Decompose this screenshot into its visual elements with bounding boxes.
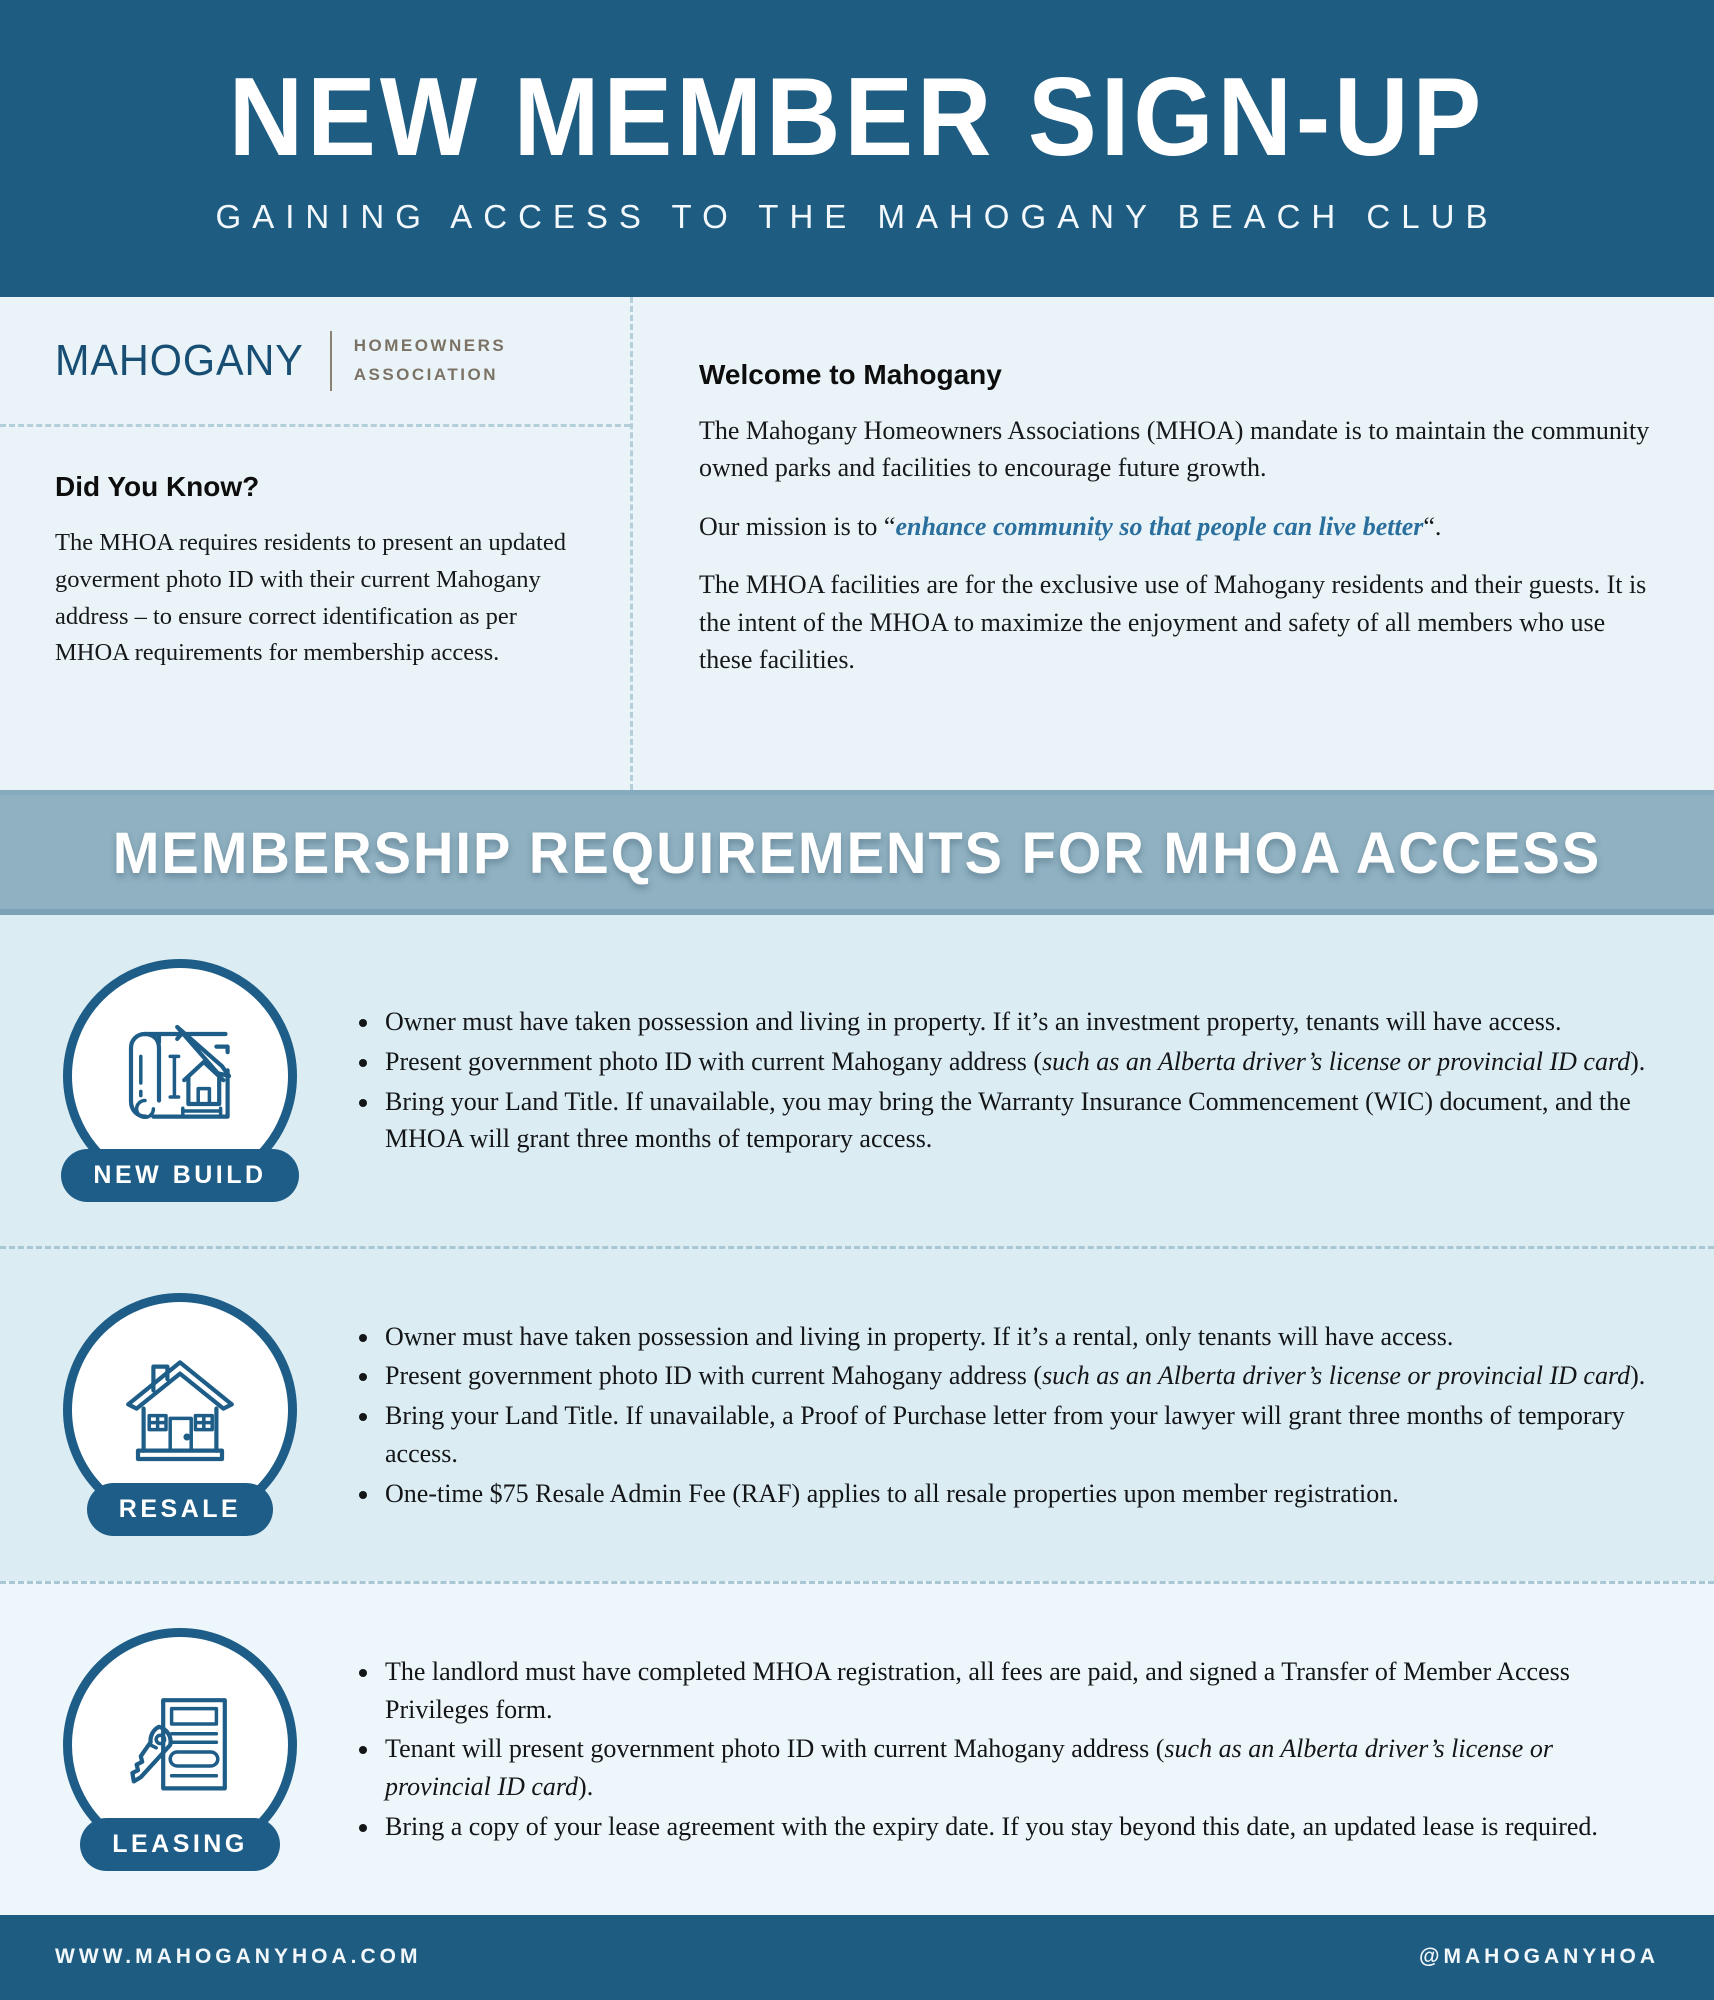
mission-statement: Our mission is to “enhance community so that people can live better“. xyxy=(699,511,1442,541)
header-banner xyxy=(0,0,1714,297)
leasing-badge: LEASING xyxy=(80,1818,280,1871)
bullet-item: • The landlord must have completed MHOA registration, all fees are paid, and signed a Transfer of Member Access Privileges form. xyxy=(381,1653,1651,1728)
new-build-bullets xyxy=(343,1001,1659,1160)
intro-section xyxy=(0,297,1714,790)
welcome-para-1: The Mahogany Homeowners Associations (MHOA) mandate is to maintain the community owned parks and facilities to encourage future growth. xyxy=(699,416,1650,483)
welcome-column xyxy=(633,297,1714,790)
footer-website: WWW.MAHOGANYHOA.COM xyxy=(55,1945,422,1969)
bullet-item: • Owner must have taken possession and living in property. If it’s a rental, only tenants will have access. xyxy=(381,1318,1651,1356)
did-you-know-heading: Did You Know? xyxy=(55,471,260,502)
leasing-icon-block xyxy=(55,1628,305,1871)
mhoa-logo xyxy=(0,297,630,427)
logo-divider xyxy=(330,331,332,391)
bullet-item: • Bring your Land Title. If unavailable, a Proof of Purchase letter from your lawyer will grant three months of temporary access. xyxy=(381,1397,1651,1472)
resale-bullets xyxy=(343,1316,1659,1514)
blueprint-icon xyxy=(110,1006,250,1146)
resale-badge: RESALE xyxy=(87,1483,273,1536)
requirements-banner xyxy=(0,790,1714,915)
bullet-item: • Tenant will present government photo ID with current Mahogany address (such as an Alberta driver’s license or provincial ID card). xyxy=(381,1730,1651,1805)
mission-quote: enhance community so that people can live better xyxy=(895,511,1424,541)
logo-wordmark: MAHOGANY xyxy=(55,335,304,385)
section-new-build xyxy=(0,915,1714,1246)
did-you-know-box xyxy=(0,427,630,672)
bullet-item: • One-time $75 Resale Admin Fee (RAF) applies to all resale properties upon member registration. xyxy=(381,1475,1651,1513)
bullet-item: • Present government photo ID with current Mahogany address (such as an Alberta driver’s license or provincial ID card). xyxy=(381,1043,1651,1081)
logo-association-label: HOMEOWNERS ASSOCIATION xyxy=(353,336,507,384)
new-build-icon-block xyxy=(55,959,305,1202)
resale-icon-block xyxy=(55,1293,305,1536)
house-icon xyxy=(110,1340,250,1480)
intro-left-column xyxy=(0,297,633,790)
bullet-item: • Present government photo ID with current Mahogany address (such as an Alberta driver’s license or provincial ID card). xyxy=(381,1357,1651,1395)
footer-social-handle: @MAHOGANYHOA xyxy=(1419,1945,1659,1969)
new-build-badge: NEW BUILD xyxy=(61,1149,298,1202)
section-resale xyxy=(0,1246,1714,1580)
bullet-item: • Owner must have taken possession and living in property. If it’s an investment property, tenants will have access. xyxy=(381,1003,1651,1041)
requirements-banner-title: MEMBERSHIP REQUIREMENTS FOR MHOA ACCESS xyxy=(112,818,1602,886)
lease-key-icon xyxy=(110,1675,250,1815)
bullet-item: • Bring a copy of your lease agreement with the expiry date. If you stay beyond this date, an updated lease is required. xyxy=(381,1808,1651,1846)
page-subtitle: GAINING ACCESS TO THE MAHOGANY BEACH CLUB xyxy=(215,198,1499,235)
welcome-para-3: The MHOA facilities are for the exclusive use of Mahogany residents and their guests. It is the intent of the MHOA to maximize the enjoyment and safety of all members who use these facilities. xyxy=(699,570,1647,675)
page-title: NEW MEMBER SIGN-UP xyxy=(228,54,1486,179)
bullet-item: • Bring your Land Title. If unavailable, you may bring the Warranty Insurance Commencement (WIC) document, and the MHOA will grant three months of temporary access. xyxy=(381,1083,1651,1158)
section-leasing xyxy=(0,1581,1714,1915)
welcome-heading: Welcome to Mahogany xyxy=(699,359,1002,390)
leasing-bullets xyxy=(343,1651,1659,1847)
footer-bar xyxy=(0,1915,1714,2000)
did-you-know-body: The MHOA requires residents to present an updated goverment photo ID with their current Mahogany address – to ensure correct identification as per MHOA requirements for membership access. xyxy=(55,529,566,667)
